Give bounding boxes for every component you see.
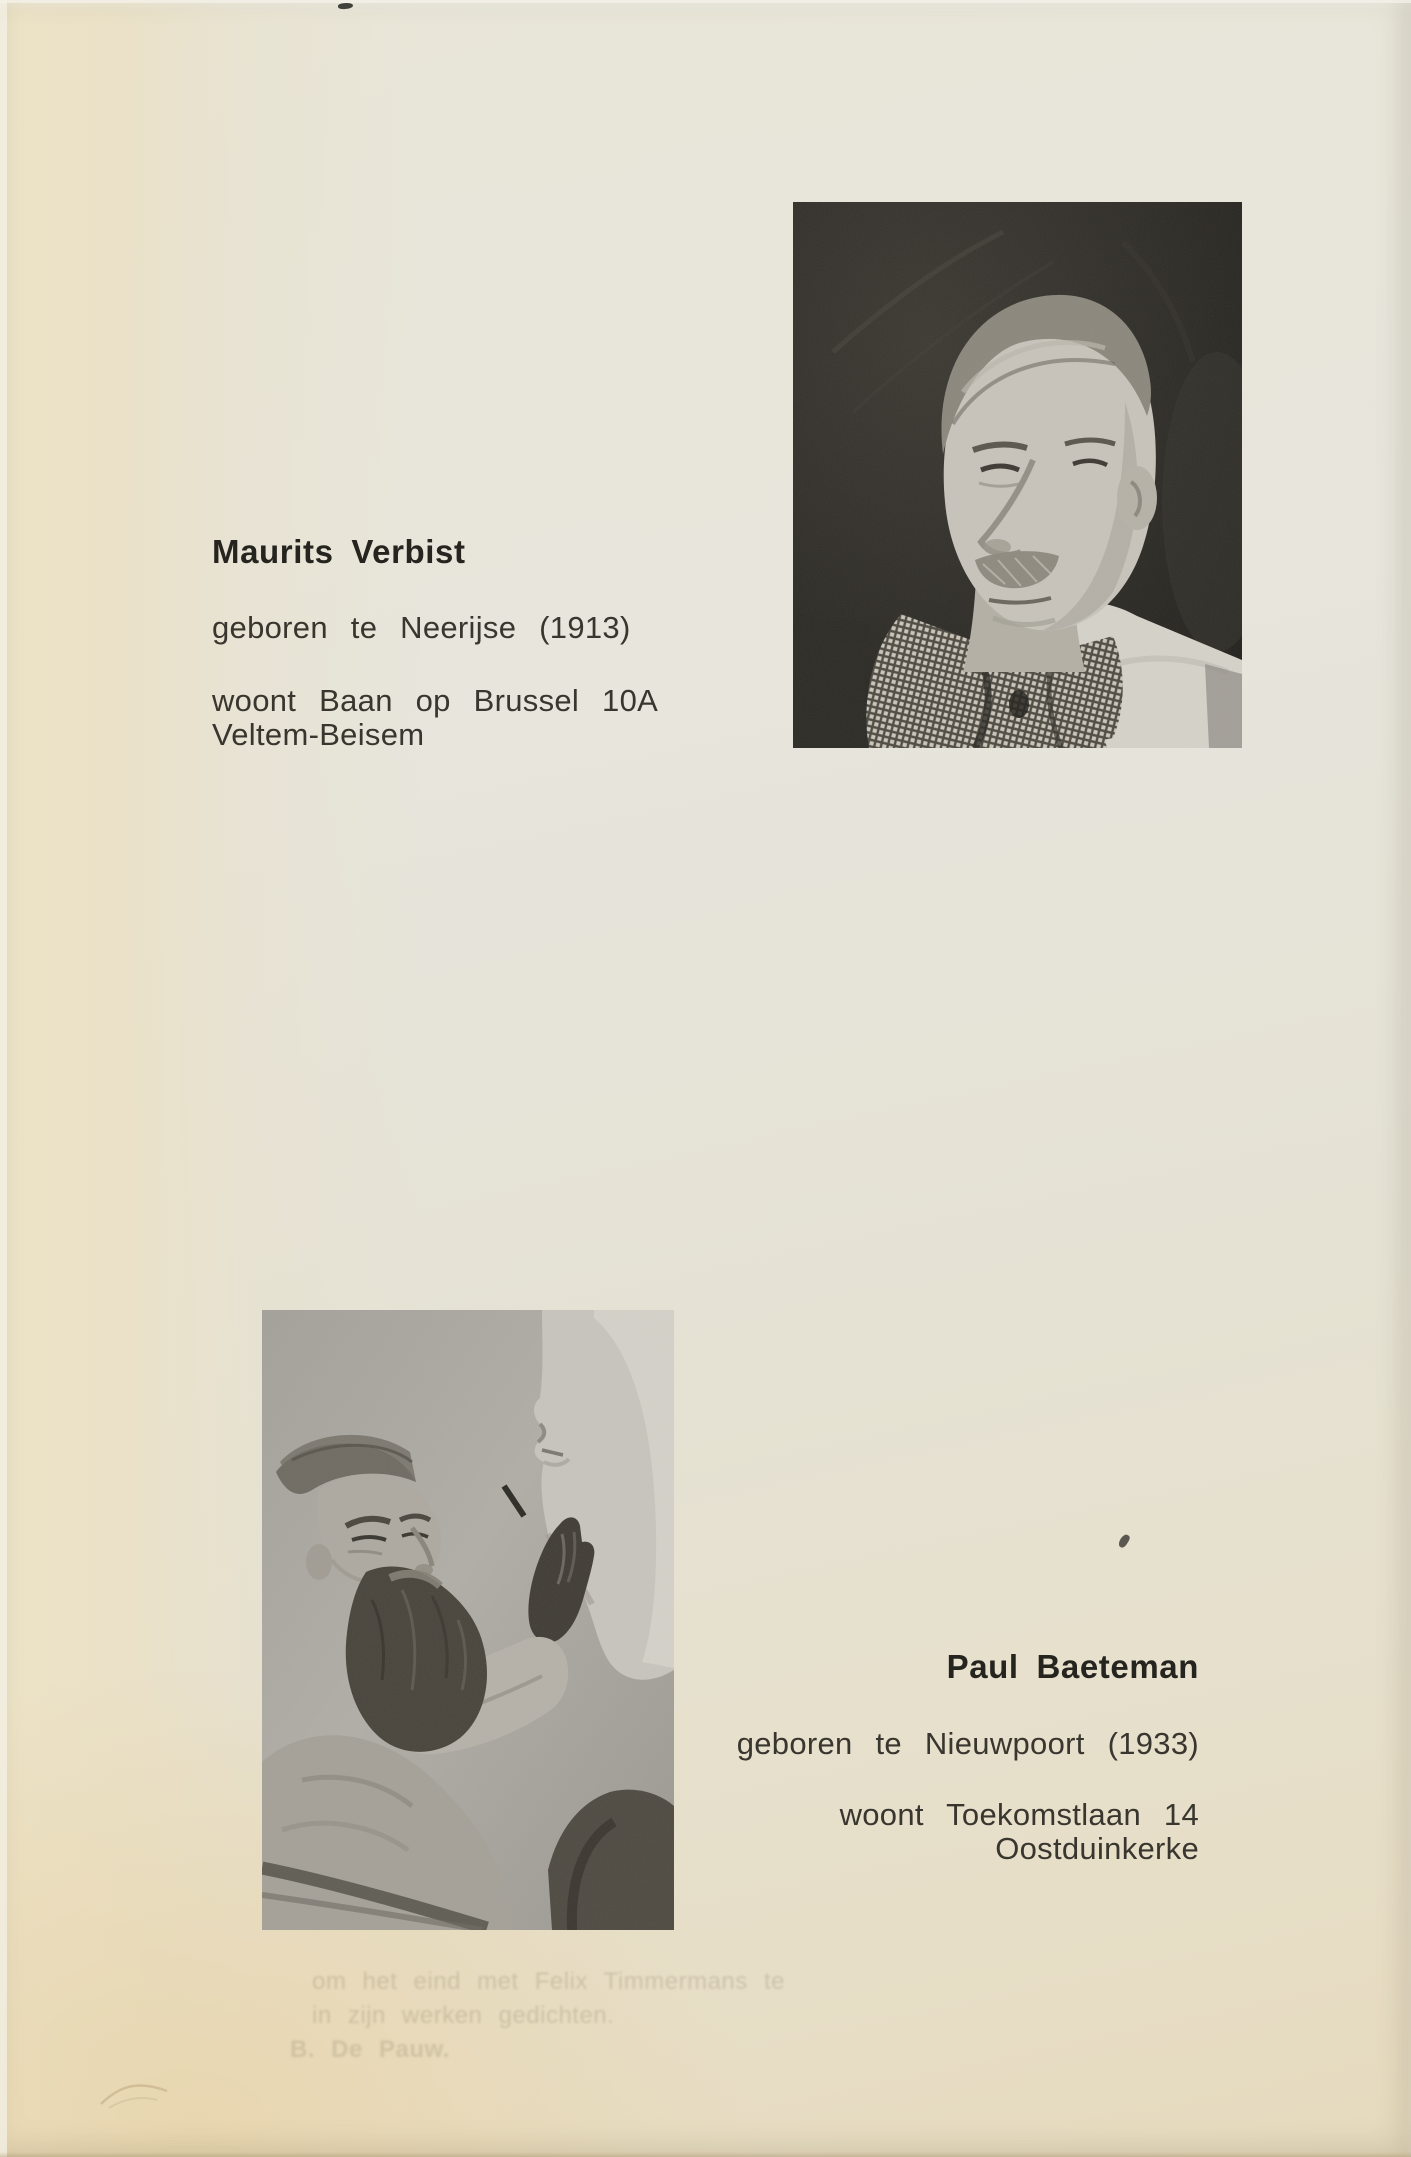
address-line2-maurits-verbist: Veltem-Beisem: [212, 717, 425, 752]
address-line1-paul-baeteman: woont Toekomstlaan 14: [839, 1797, 1199, 1832]
photo-paul-baeteman: [262, 1310, 674, 1930]
bleed-through-line: om het eind met Felix Timmermans te: [312, 1968, 785, 1995]
address-line1-maurits-verbist: woont Baan op Brussel 10A: [212, 683, 659, 718]
photo-maurits-verbist: [793, 202, 1242, 748]
bleed-through-line: in zijn werken gedichten.: [312, 2002, 615, 2029]
ink-speck-middle: [1117, 1533, 1131, 1549]
page-top-edge: [0, 0, 1411, 3]
page-left-edge: [0, 0, 7, 2157]
sculptor-illustration: [262, 1310, 674, 1930]
portrait-illustration: [793, 202, 1242, 748]
pencil-scribble: [95, 2072, 185, 2118]
address-line2-paul-baeteman: Oostduinkerke: [995, 1831, 1199, 1866]
person-name-paul-baeteman: Paul Baeteman: [946, 1648, 1199, 1685]
birth-line-maurits-verbist: geboren te Neerijse (1913): [212, 610, 631, 645]
birth-line-paul-baeteman: geboren te Nieuwpoort (1933): [736, 1726, 1199, 1761]
person-name-maurits-verbist: Maurits Verbist: [212, 533, 466, 570]
ink-speck-top: [338, 2, 354, 10]
bleed-through-line: B. De Pauw.: [290, 2036, 450, 2063]
page-bottom-edge: [0, 2152, 1411, 2157]
